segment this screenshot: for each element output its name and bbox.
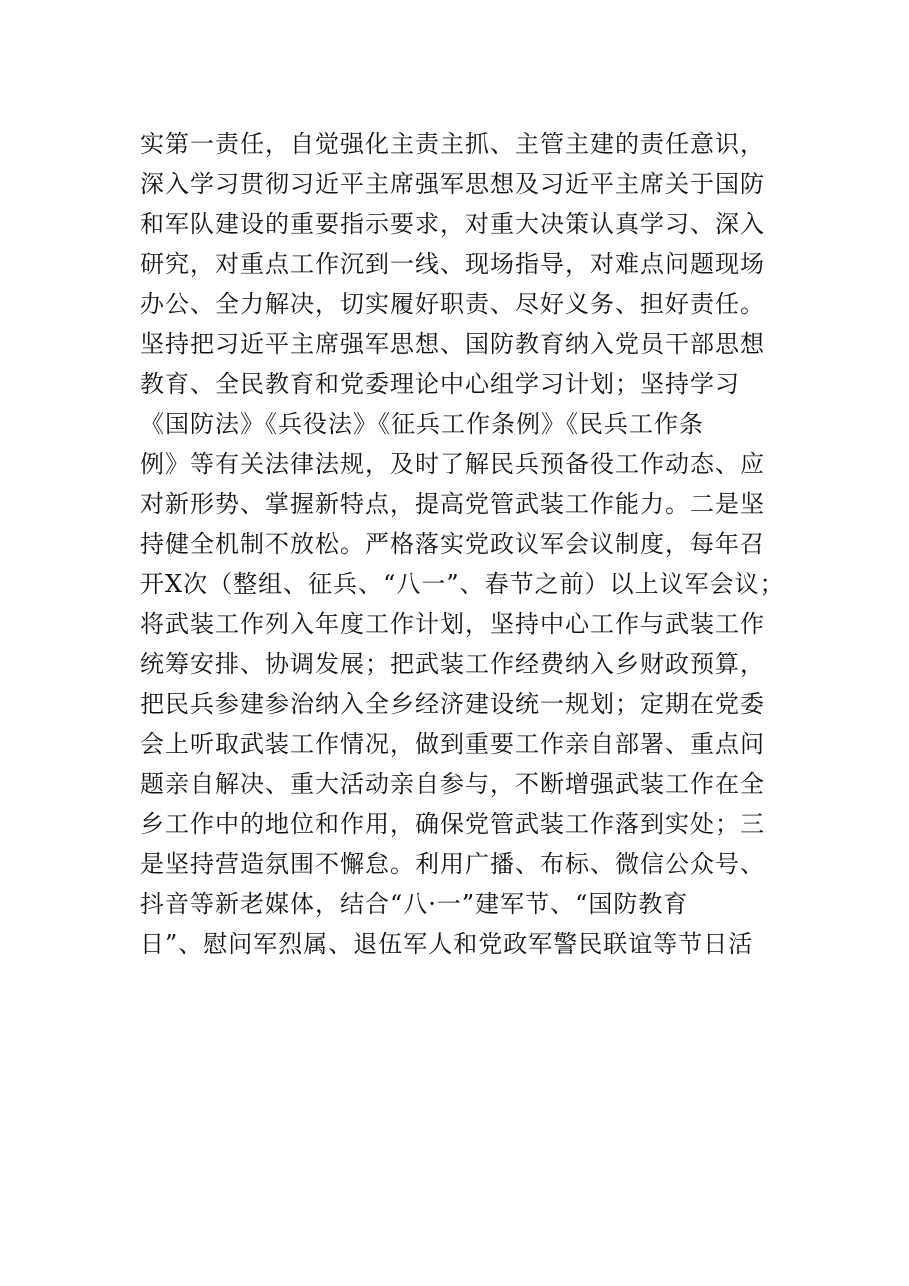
text-line: 统筹安排、协调发展；把武装工作经费纳入乡财政预算， <box>140 650 765 678</box>
text-line: 会上听取武装工作情况，做到重要工作亲自部署、重点问 <box>140 730 765 758</box>
text-line: 对新形势、掌握新特点，提高党管武装工作能力。二是坚 <box>140 490 765 518</box>
text-line: 是坚持营造氛围不懈怠。利用广播、布标、微信公众号、 <box>140 850 765 878</box>
body-text <box>140 124 790 964</box>
text-line: 题亲自解决、重大活动亲自参与，不断增强武装工作在全 <box>140 770 765 798</box>
text-line: 研究，对重点工作沉到一线、现场指导，对难点问题现场 <box>140 250 765 278</box>
text-line: 开X次（整组、征兵、“八一”、春节之前）以上议军会议； <box>140 570 785 598</box>
text-line: 深入学习贯彻习近平主席强军思想及习近平主席关于国防 <box>140 170 765 198</box>
text-line: 乡工作中的地位和作用，确保党管武装工作落到实处；三 <box>140 810 765 838</box>
text-line: 教育、全民教育和党委理论中心组学习计划；坚持学习 <box>140 370 740 398</box>
text-line: 日”、慰问军烈属、退伍军人和党政军警民联谊等节日活 <box>140 930 754 958</box>
text-line: 例》等有关法律法规，及时了解民兵预备役工作动态、应 <box>140 450 765 478</box>
text-line: 把民兵参建参治纳入全乡经济建设统一规划；定期在党委 <box>140 690 765 718</box>
text-line: 办公、全力解决，切实履好职责、尽好义务、担好责任。 <box>140 290 765 318</box>
text-line: 将武装工作列入年度工作计划，坚持中心工作与武装工作 <box>140 610 765 638</box>
text-line: 坚持把习近平主席强军思想、国防教育纳入党员干部思想 <box>140 330 765 358</box>
text-line: 实第一责任，自觉强化主责主抓、主管主建的责任意识， <box>140 130 765 158</box>
text-line: 持健全机制不放松。严格落实党政议军会议制度，每年召 <box>140 530 765 558</box>
text-line: 和军队建设的重要指示要求，对重大决策认真学习、深入 <box>140 210 765 238</box>
text-line: 抖音等新老媒体，结合“八·一”建军节、“国防教育 <box>140 890 689 918</box>
text-line: 《国防法》《兵役法》《征兵工作条例》《民兵工作条 <box>140 410 704 438</box>
